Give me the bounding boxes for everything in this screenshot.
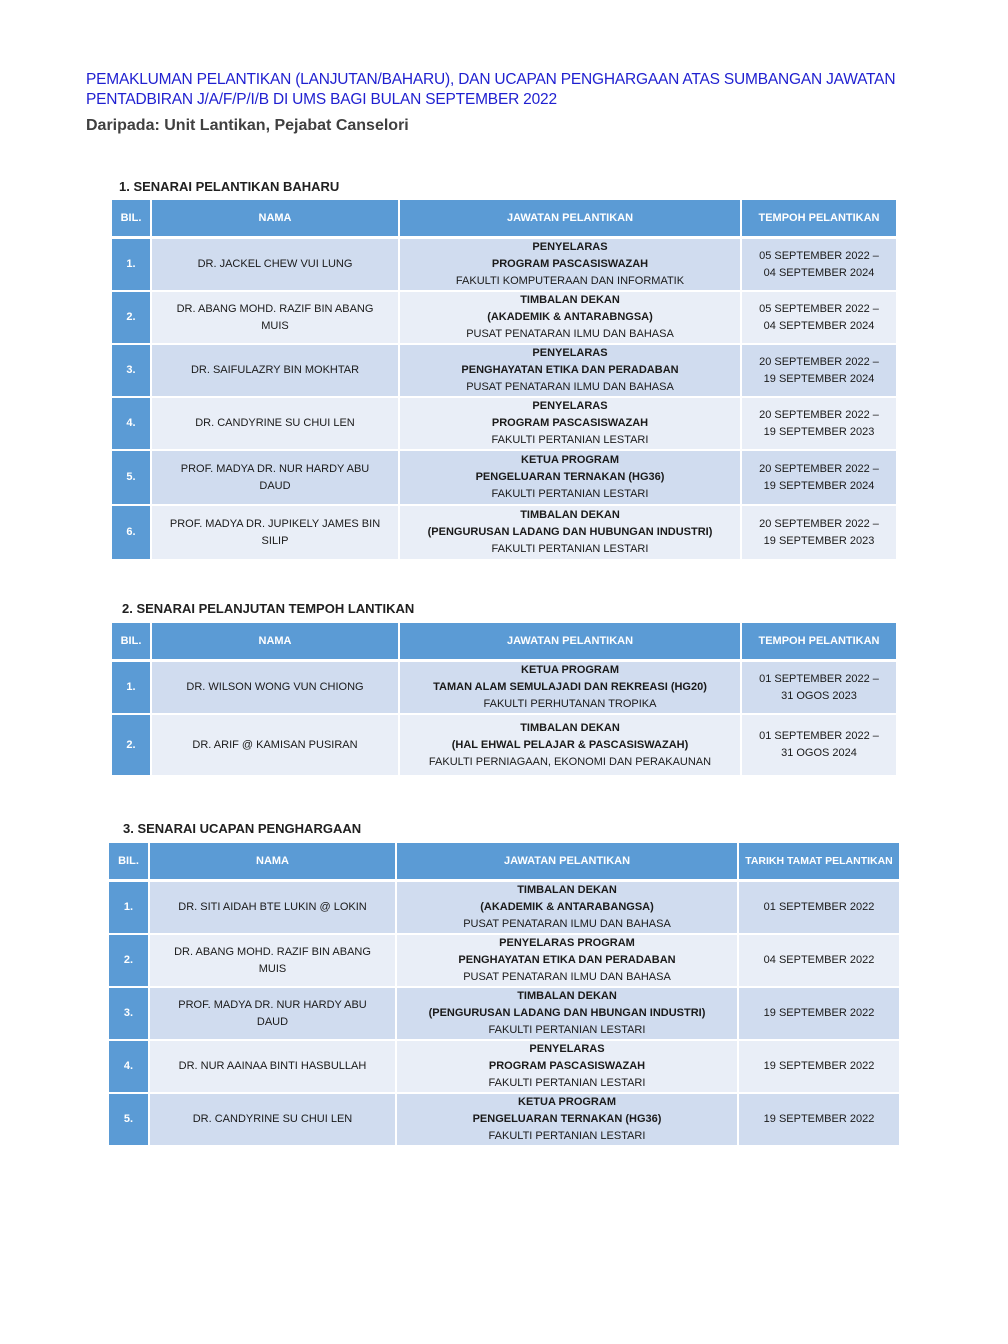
table-header-row bbox=[112, 200, 896, 239]
appointee-name: DR. ABANG MOHD. RAZIF BIN ABANG MUIS bbox=[152, 292, 400, 345]
column-header-nama: NAMA bbox=[152, 623, 400, 662]
table-row bbox=[109, 1094, 899, 1147]
period-date: 31 OGOS 2023 bbox=[781, 689, 857, 702]
appointment-period bbox=[739, 988, 899, 1041]
table-row bbox=[109, 1041, 899, 1094]
table-row bbox=[112, 239, 896, 292]
faculty-name: FAKULTI PERTANIAN LESTARI bbox=[491, 543, 649, 555]
period-date: 05 SEPTEMBER 2022 – bbox=[759, 302, 879, 315]
row-number: 3. bbox=[109, 988, 150, 1041]
table-row bbox=[112, 398, 896, 451]
position-title: PENGELUARAN TERNAKAN (HG36) bbox=[475, 471, 665, 483]
row-number: 2. bbox=[109, 935, 150, 988]
section-title-appreciation: 3. SENARAI UCAPAN PENGHARGAAN bbox=[123, 821, 362, 836]
period-date: 20 SEPTEMBER 2022 – bbox=[759, 517, 879, 530]
table-row bbox=[112, 506, 896, 561]
position-title: (HAL EHWAL PELAJAR & PASCASISWAZAH) bbox=[451, 738, 689, 751]
appointee-name: DR. JACKEL CHEW VUI LUNG bbox=[152, 239, 400, 292]
row-number: 5. bbox=[112, 451, 152, 506]
sender-line: Daripada: Unit Lantikan, Pejabat Canselori bbox=[86, 117, 409, 134]
period-date: 01 SEPTEMBER 2022 bbox=[763, 901, 875, 913]
row-number: 5. bbox=[109, 1094, 150, 1147]
appointee-name: DR. ARIF @ KAMISAN PUSIRAN bbox=[152, 715, 400, 777]
row-number: 3. bbox=[112, 345, 152, 398]
position-cell bbox=[397, 1094, 739, 1147]
appointee-name: DR. NUR AAINAA BINTI HASBULLAH bbox=[150, 1041, 397, 1094]
table-appreciation bbox=[109, 843, 899, 1147]
faculty-name: FAKULTI PERTANIAN LESTARI bbox=[488, 1130, 646, 1142]
position-cell bbox=[397, 935, 739, 988]
table-row bbox=[112, 662, 896, 715]
column-header-tempoh: TARIKH TAMAT PELANTIKAN bbox=[739, 843, 899, 882]
row-number: 4. bbox=[112, 398, 152, 451]
period-date: 19 SEPTEMBER 2022 bbox=[763, 1113, 875, 1125]
position-title: TIMBALAN DEKAN bbox=[520, 294, 620, 306]
position-title: (AKADEMIK & ANTARABNGSA) bbox=[487, 311, 653, 323]
row-number: 1. bbox=[112, 662, 152, 715]
column-header-nama: NAMA bbox=[150, 843, 397, 882]
table-row bbox=[109, 882, 899, 935]
faculty-name: FAKULTI PERTANIAN LESTARI bbox=[488, 1024, 646, 1036]
position-title: PENYELARAS bbox=[529, 1043, 605, 1055]
column-header-tempoh: TEMPOH PELANTIKAN bbox=[742, 623, 896, 662]
position-cell bbox=[400, 662, 742, 715]
faculty-name: PUSAT PENATARAN ILMU DAN BAHASA bbox=[466, 328, 674, 340]
appointment-period bbox=[739, 1041, 899, 1094]
table-row bbox=[112, 451, 896, 506]
period-date: 19 SEPTEMBER 2023 bbox=[763, 534, 875, 547]
faculty-name: FAKULTI KOMPUTERAAN DAN INFORMATIK bbox=[455, 275, 685, 287]
faculty-name: FAKULTI PERNIAGAAN, EKONOMI DAN PERAKAUNAN bbox=[428, 755, 712, 768]
faculty-name: PUSAT PENATARAN ILMU DAN BAHASA bbox=[466, 381, 674, 393]
column-header-nama: NAMA bbox=[152, 200, 400, 239]
column-header-bil: BIL. bbox=[112, 200, 152, 239]
position-cell bbox=[400, 292, 742, 345]
appointment-period bbox=[739, 882, 899, 935]
appointee-name: PROF. MADYA DR. NUR HARDY ABU DAUD bbox=[150, 988, 397, 1041]
appointment-period bbox=[742, 398, 896, 451]
position-title: TIMBALAN DEKAN bbox=[520, 721, 620, 734]
period-date: 19 SEPTEMBER 2024 bbox=[763, 479, 875, 492]
appointee-name: PROF. MADYA DR. JUPIKELY JAMES BIN SILIP bbox=[152, 506, 400, 561]
appointee-name: DR. SAIFULAZRY BIN MOKHTAR bbox=[152, 345, 400, 398]
position-title: PROGRAM PASCASISWAZAH bbox=[491, 258, 649, 270]
position-title: KETUA PROGRAM bbox=[518, 1096, 616, 1108]
document-title bbox=[86, 70, 906, 110]
period-date: 01 SEPTEMBER 2022 – bbox=[759, 672, 879, 685]
appointee-name: DR. CANDYRINE SU CHUI LEN bbox=[150, 1094, 397, 1147]
appointee-name: DR. CANDYRINE SU CHUI LEN bbox=[152, 398, 400, 451]
appointment-period bbox=[739, 1094, 899, 1147]
position-cell bbox=[400, 715, 742, 777]
position-title: KETUA PROGRAM bbox=[521, 454, 619, 466]
appointee-name: DR. ABANG MOHD. RAZIF BIN ABANG MUIS bbox=[150, 935, 397, 988]
position-cell bbox=[400, 239, 742, 292]
appointment-period bbox=[742, 662, 896, 715]
appointment-period bbox=[742, 506, 896, 561]
table-row bbox=[109, 988, 899, 1041]
table-extensions bbox=[112, 623, 896, 777]
position-cell bbox=[400, 345, 742, 398]
table-new-appointments bbox=[112, 200, 896, 561]
appointment-period bbox=[742, 292, 896, 345]
position-title: PENGHAYATAN ETIKA DAN PERADABAN bbox=[458, 954, 676, 966]
period-date: 20 SEPTEMBER 2022 – bbox=[759, 408, 879, 421]
appointment-period bbox=[742, 715, 896, 777]
faculty-name: FAKULTI PERHUTANAN TROPIKA bbox=[483, 698, 657, 710]
period-date: 31 OGOS 2024 bbox=[781, 747, 857, 759]
period-date: 20 SEPTEMBER 2022 – bbox=[759, 355, 879, 368]
position-title: (PENGURUSAN LADANG DAN HBUNGAN INDUSTRI) bbox=[428, 1007, 706, 1019]
faculty-name: FAKULTI PERTANIAN LESTARI bbox=[491, 488, 649, 500]
row-number: 6. bbox=[112, 506, 152, 561]
title-line-2: PENTADBIRAN J/A/F/P/I/B DI UMS BAGI BULAN SEPTEMBER 2022 bbox=[86, 91, 557, 108]
faculty-name: PUSAT PENATARAN ILMU DAN BAHASA bbox=[463, 918, 671, 930]
row-number: 2. bbox=[112, 292, 152, 345]
column-header-tempoh: TEMPOH PELANTIKAN bbox=[742, 200, 896, 239]
position-title: (PENGURUSAN LADANG DAN HUBUNGAN INDUSTRI) bbox=[427, 526, 713, 538]
table-row bbox=[112, 345, 896, 398]
position-title: PENYELARAS bbox=[532, 347, 608, 359]
position-cell bbox=[400, 451, 742, 506]
period-date: 01 SEPTEMBER 2022 – bbox=[759, 730, 879, 742]
position-title: TAMAN ALAM SEMULAJADI DAN REKREASI (HG20) bbox=[433, 681, 707, 693]
faculty-name: PUSAT PENATARAN ILMU DAN BAHASA bbox=[463, 971, 671, 983]
table-header-row bbox=[112, 623, 896, 662]
section-title-extensions: 2. SENARAI PELANJUTAN TEMPOH LANTIKAN bbox=[122, 601, 415, 616]
appointment-period bbox=[742, 345, 896, 398]
title-line-1: PEMAKLUMAN PELANTIKAN (LANJUTAN/BAHARU), DAN UCAPAN PENGHARGAAN ATAS SUMBANGAN JAWATAN bbox=[86, 71, 896, 88]
position-title: (AKADEMIK & ANTARABANGSA) bbox=[480, 901, 654, 913]
position-title: PENGELUARAN TERNAKAN (HG36) bbox=[472, 1113, 662, 1125]
appointment-period bbox=[742, 239, 896, 292]
column-header-jawatan: JAWATAN PELANTIKAN bbox=[400, 623, 742, 662]
position-cell bbox=[400, 506, 742, 561]
appointment-period bbox=[739, 935, 899, 988]
position-title: TIMBALAN DEKAN bbox=[517, 990, 617, 1002]
position-title: PENYELARAS bbox=[532, 241, 608, 253]
row-number: 1. bbox=[109, 882, 150, 935]
row-number: 1. bbox=[112, 239, 152, 292]
appointee-name: PROF. MADYA DR. NUR HARDY ABU DAUD bbox=[152, 451, 400, 506]
appointee-name: DR. SITI AIDAH BTE LUKIN @ LOKIN bbox=[150, 882, 397, 935]
table-row bbox=[112, 292, 896, 345]
period-date: 04 SEPTEMBER 2022 bbox=[763, 954, 875, 966]
table-header-row bbox=[109, 843, 899, 882]
position-title: TIMBALAN DEKAN bbox=[517, 884, 617, 896]
row-number: 4. bbox=[109, 1041, 150, 1094]
section-title-new-appointments: 1. SENARAI PELANTIKAN BAHARU bbox=[119, 179, 340, 194]
position-cell bbox=[397, 988, 739, 1041]
row-number: 2. bbox=[112, 715, 152, 777]
period-date: 19 SEPTEMBER 2023 bbox=[763, 425, 875, 438]
faculty-name: FAKULTI PERTANIAN LESTARI bbox=[491, 434, 649, 446]
position-title: PENGHAYATAN ETIKA DAN PERADABAN bbox=[461, 364, 679, 376]
position-cell bbox=[397, 882, 739, 935]
column-header-bil: BIL. bbox=[109, 843, 150, 882]
column-header-jawatan: JAWATAN PELANTIKAN bbox=[397, 843, 739, 882]
period-date: 20 SEPTEMBER 2022 – bbox=[759, 462, 879, 475]
appointment-period bbox=[742, 451, 896, 506]
position-cell bbox=[397, 1041, 739, 1094]
appointee-name: DR. WILSON WONG VUN CHIONG bbox=[152, 662, 400, 715]
position-title: PENYELARAS bbox=[532, 400, 608, 412]
period-date: 05 SEPTEMBER 2022 – bbox=[759, 249, 879, 262]
column-header-bil: BIL. bbox=[112, 623, 152, 662]
period-date: 04 SEPTEMBER 2024 bbox=[763, 266, 875, 279]
position-title: KETUA PROGRAM bbox=[521, 664, 619, 676]
position-title: PROGRAM PASCASISWAZAH bbox=[488, 1060, 646, 1072]
column-header-jawatan: JAWATAN PELANTIKAN bbox=[400, 200, 742, 239]
period-date: 19 SEPTEMBER 2024 bbox=[763, 372, 875, 385]
table-row bbox=[109, 935, 899, 988]
period-date: 19 SEPTEMBER 2022 bbox=[763, 1060, 875, 1072]
position-title: PENYELARAS PROGRAM bbox=[499, 937, 635, 949]
faculty-name: FAKULTI PERTANIAN LESTARI bbox=[488, 1077, 646, 1089]
period-date: 04 SEPTEMBER 2024 bbox=[763, 319, 875, 332]
position-title: TIMBALAN DEKAN bbox=[520, 509, 620, 521]
period-date: 19 SEPTEMBER 2022 bbox=[763, 1007, 875, 1019]
table-row bbox=[112, 715, 896, 777]
position-cell bbox=[400, 398, 742, 451]
position-title: PROGRAM PASCASISWAZAH bbox=[491, 417, 649, 429]
